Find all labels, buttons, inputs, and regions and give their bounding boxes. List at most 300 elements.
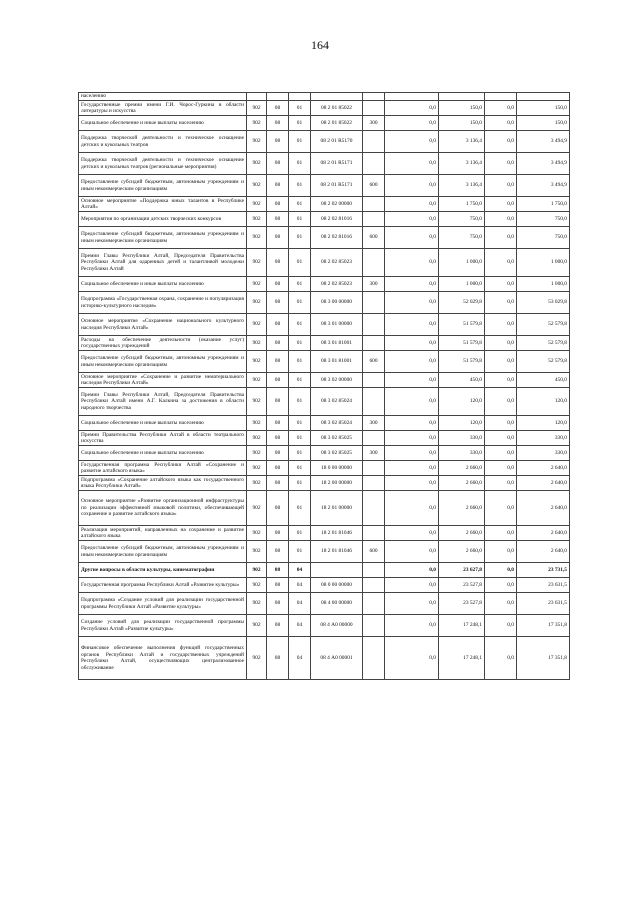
amount-col-2: 17 248,1 [439,615,485,637]
admin-code: 902 [247,541,267,563]
row-name: Подпрограмма «Государственная охрана, сохранение и популяризация историко-культурного наследия» [79,292,247,314]
subsection-code: 01 [289,314,311,336]
row-name: Другие вопросы в области культуры, кинематографии [79,563,247,578]
amount-col-4: 1 750,0 [517,197,570,212]
subsection-code: 01 [289,541,311,563]
amount-col-3: 0,0 [485,116,517,131]
amount-col-2: 2 660,0 [439,541,485,563]
amount-col-2: 51 579,8 [439,336,485,351]
subsection-code: 01 [289,476,311,491]
row-name: Социальное обеспечение и иные выплаты населению [79,446,247,461]
amount-col-3: 0,0 [485,388,517,416]
admin-code [247,93,267,101]
target-article-code: 08 2 02 81016 [311,227,363,249]
amount-col-1: 0,0 [385,593,439,615]
section-code: 08 [267,416,289,431]
section-code: 08 [267,249,289,277]
amount-col-2: 2 660,0 [439,526,485,541]
row-name: Подпрограмма «Сохранение алтайского языка как государственного языка Республики Алтай» [79,476,247,491]
admin-code: 902 [247,388,267,416]
amount-col-2: 120,0 [439,388,485,416]
amount-col-1: 0,0 [385,416,439,431]
row-name: Основное мероприятие «Сохранение и развитие нематериального наследия Республики Алтай» [79,373,247,388]
row-name: Социальное обеспечение и иные выплаты населению [79,416,247,431]
target-article-code: 08 3 02 85025 [311,431,363,446]
amount-col-4: 2 640,0 [517,491,570,526]
amount-col-3: 0,0 [485,175,517,197]
subsection-code: 01 [289,227,311,249]
amount-col-3: 0,0 [485,131,517,153]
admin-code: 902 [247,373,267,388]
amount-col-3: 0,0 [485,212,517,227]
subsection-code: 01 [289,351,311,373]
table-row [79,476,570,491]
expense-type-code [363,131,385,153]
amount-col-1: 0,0 [385,101,439,116]
table-row [79,491,570,526]
amount-col-3: 0,0 [485,227,517,249]
amount-col-3: 0,0 [485,292,517,314]
target-article-code: 18 2 01 81046 [311,526,363,541]
table-row [79,431,570,446]
amount-col-3: 0,0 [485,563,517,578]
amount-col-3: 0,0 [485,197,517,212]
target-article-code: 18 2 01 81046 [311,541,363,563]
section-code: 08 [267,491,289,526]
table-row [79,541,570,563]
table-row [79,277,570,292]
table-row [79,249,570,277]
expense-type-code: 600 [363,541,385,563]
admin-code: 902 [247,277,267,292]
amount-col-4: 150,0 [517,116,570,131]
amount-col-1: 0,0 [385,563,439,578]
target-article-code: 08 2 01 R5170 [311,131,363,153]
amount-col-4: 750,0 [517,212,570,227]
expense-type-code [363,249,385,277]
subsection-code: 01 [289,461,311,476]
amount-col-1: 0,0 [385,476,439,491]
amount-col-1: 0,0 [385,116,439,131]
target-article-code: 08 4 00 00000 [311,593,363,615]
amount-col-3 [485,93,517,101]
amount-col-1: 0,0 [385,175,439,197]
target-article-code: 08 2 02 00000 [311,197,363,212]
subsection-code: 01 [289,292,311,314]
row-name: Социальное обеспечение и иные выплаты населению [79,277,247,292]
expense-type-code [363,491,385,526]
amount-col-1: 0,0 [385,388,439,416]
section-code: 08 [267,563,289,578]
table-row [79,93,570,101]
amount-col-3: 0,0 [485,336,517,351]
table-row [79,336,570,351]
section-code: 08 [267,212,289,227]
admin-code: 902 [247,637,267,680]
section-code: 08 [267,153,289,175]
target-article-code: 08 4 А0 00000 [311,615,363,637]
expense-type-code [363,578,385,593]
section-code: 08 [267,476,289,491]
table-row [79,563,570,578]
section-code: 08 [267,615,289,637]
table-row [79,446,570,461]
amount-col-2: 1 000,0 [439,277,485,292]
amount-col-4: 17 351,8 [517,615,570,637]
subsection-code: 01 [289,197,311,212]
amount-col-2: 750,0 [439,212,485,227]
table-row [79,227,570,249]
admin-code: 902 [247,446,267,461]
amount-col-2: 120,0 [439,416,485,431]
table-row [79,593,570,615]
expense-type-code [363,593,385,615]
target-article-code: 08 3 01 81001 [311,351,363,373]
subsection-code: 01 [289,175,311,197]
table-row [79,131,570,153]
amount-col-1: 0,0 [385,153,439,175]
amount-col-3: 0,0 [485,431,517,446]
amount-col-4: 17 351,8 [517,637,570,680]
amount-col-1: 0,0 [385,431,439,446]
subsection-code: 01 [289,491,311,526]
expense-type-code: 300 [363,416,385,431]
amount-col-1: 0,0 [385,249,439,277]
amount-col-2: 330,0 [439,446,485,461]
admin-code: 902 [247,249,267,277]
admin-code: 902 [247,491,267,526]
amount-col-3: 0,0 [485,637,517,680]
admin-code: 902 [247,116,267,131]
expense-type-code: 600 [363,175,385,197]
amount-col-4: 53 029,8 [517,292,570,314]
amount-col-3: 0,0 [485,373,517,388]
target-article-code: 08 3 02 85024 [311,416,363,431]
target-article-code: 08 3 01 00000 [311,314,363,336]
subsection-code: 01 [289,416,311,431]
table-row [79,101,570,116]
amount-col-1: 0,0 [385,526,439,541]
row-name: Предоставление субсидий бюджетным, автономным учреждениям и иным некоммерческим организациям [79,351,247,373]
expense-type-code [363,336,385,351]
subsection-code: 01 [289,446,311,461]
table-row [79,292,570,314]
table-row [79,526,570,541]
amount-col-4: 52 579,8 [517,351,570,373]
amount-col-3: 0,0 [485,351,517,373]
row-name: Основное мероприятие «Сохранение национального культурного наследия Республики Алтай» [79,314,247,336]
amount-col-4: 3 494,9 [517,131,570,153]
admin-code: 902 [247,593,267,615]
section-code: 08 [267,101,289,116]
target-article-code: 08 4 А0 00001 [311,637,363,680]
amount-col-2: 1 000,0 [439,249,485,277]
row-name: Премии Главы Республики Алтай, Председателя Правительства Республики Алтай для одаренных детей и талантливой молодежи Республики Алтай [79,249,247,277]
row-name: Поддержка творческой деятельности и техническое оснащение детских и кукольных театров [79,131,247,153]
table-row [79,637,570,680]
amount-col-1: 0,0 [385,615,439,637]
amount-col-2: 23 627,8 [439,563,485,578]
target-article-code: 18 0 00 00000 [311,461,363,476]
target-article-code: 08 0 00 00000 [311,578,363,593]
section-code: 08 [267,131,289,153]
subsection-code: 01 [289,336,311,351]
amount-col-2: 2 660,0 [439,461,485,476]
amount-col-2: 2 660,0 [439,476,485,491]
section-code: 08 [267,314,289,336]
row-name: Предоставление субсидий бюджетным, автономным учреждениям и иным некоммерческим организациям [79,541,247,563]
section-code: 08 [267,578,289,593]
amount-col-1: 0,0 [385,637,439,680]
row-name: Социальное обеспечение и иные выплаты населению [79,116,247,131]
table-row [79,351,570,373]
amount-col-1: 0,0 [385,491,439,526]
amount-col-2: 2 660,0 [439,491,485,526]
target-article-code: 08 3 02 85025 [311,446,363,461]
subsection-code: 04 [289,563,311,578]
row-name: Расходы на обеспечение деятельности (оказание услуг) государственных учреждений [79,336,247,351]
subsection-code: 04 [289,637,311,680]
target-article-code: 08 2 02 85023 [311,277,363,292]
amount-col-4: 52 579,8 [517,314,570,336]
row-name: Финансовое обеспечение выполнения функций государственных органов Республики Алтай и государственных учреждений Республики Алтай, осуществляющих централизованное обслуживание [79,637,247,680]
budget-table-body [79,93,570,680]
target-article-code: 08 2 01 R5171 [311,153,363,175]
expense-type-code: 300 [363,277,385,292]
amount-col-3: 0,0 [485,416,517,431]
expense-type-code [363,461,385,476]
amount-col-4: 2 640,0 [517,476,570,491]
expense-type-code [363,476,385,491]
amount-col-4: 330,0 [517,431,570,446]
admin-code: 902 [247,563,267,578]
amount-col-1: 0,0 [385,197,439,212]
amount-col-2: 23 527,8 [439,593,485,615]
subsection-code: 04 [289,593,311,615]
amount-col-4: 120,0 [517,388,570,416]
section-code: 08 [267,593,289,615]
section-code: 08 [267,388,289,416]
target-article-code: 08 2 01 R5171 [311,175,363,197]
amount-col-1 [385,93,439,101]
section-code: 08 [267,175,289,197]
amount-col-2: 750,0 [439,227,485,249]
admin-code: 902 [247,101,267,116]
amount-col-1: 0,0 [385,336,439,351]
expense-type-code [363,563,385,578]
section-code: 08 [267,351,289,373]
subsection-code: 01 [289,101,311,116]
subsection-code: 01 [289,526,311,541]
target-article-code [311,563,363,578]
amount-col-3: 0,0 [485,615,517,637]
row-name: Государственные премии имени Г.И. Чорос-Гуркина в области литературы и искусства [79,101,247,116]
table-row [79,116,570,131]
amount-col-3: 0,0 [485,101,517,116]
expense-type-code: 600 [363,351,385,373]
subsection-code: 01 [289,116,311,131]
amount-col-4: 120,0 [517,416,570,431]
amount-col-1: 0,0 [385,131,439,153]
table-row [79,578,570,593]
amount-col-3: 0,0 [485,541,517,563]
budget-table [78,92,570,680]
amount-col-1: 0,0 [385,212,439,227]
amount-col-4: 2 640,0 [517,541,570,563]
amount-col-4: 3 494,9 [517,175,570,197]
target-article-code: 08 2 01 85022 [311,101,363,116]
amount-col-4: 150,0 [517,101,570,116]
amount-col-4: 330,0 [517,446,570,461]
amount-col-1: 0,0 [385,373,439,388]
row-name: Поддержка творческой деятельности и техническое оснащение детских и кукольных театров (региональные мероприятия) [79,153,247,175]
amount-col-4 [517,93,570,101]
amount-col-4: 450,0 [517,373,570,388]
table-row [79,416,570,431]
amount-col-4: 52 579,8 [517,336,570,351]
target-article-code: 08 2 02 85023 [311,249,363,277]
amount-col-3: 0,0 [485,578,517,593]
admin-code: 902 [247,292,267,314]
expense-type-code [363,93,385,101]
section-code: 08 [267,197,289,212]
expense-type-code [363,431,385,446]
amount-col-3: 0,0 [485,249,517,277]
row-name: Государственная программа Республики Алтай «Развитие культуры» [79,578,247,593]
row-name: Государственная программа Республики Алтай «Сохранение и развитие алтайского языка» [79,461,247,476]
row-name: Основное мероприятие «Поддержка юных талантов в Республике Алтай» [79,197,247,212]
target-article-code: 18 2 00 00000 [311,476,363,491]
amount-col-3: 0,0 [485,491,517,526]
amount-col-4: 23 731,5 [517,563,570,578]
amount-col-2: 51 579,8 [439,314,485,336]
amount-col-2: 3 136,4 [439,153,485,175]
amount-col-1: 0,0 [385,292,439,314]
subsection-code: 01 [289,212,311,227]
section-code: 08 [267,227,289,249]
target-article-code: 08 2 02 81016 [311,212,363,227]
row-name: Создание условий для реализации государственной программы Республики Алтай «Развитие культуры» [79,615,247,637]
expense-type-code: 300 [363,446,385,461]
amount-col-2: 450,0 [439,373,485,388]
expense-type-code: 600 [363,227,385,249]
section-code: 08 [267,446,289,461]
row-name: Основное мероприятие «Развитие организационной инфраструктуры по реализации эффективной языковой политики, обеспечивающей сохранение и развитие алтайского языка» [79,491,247,526]
subsection-code: 01 [289,131,311,153]
amount-col-2 [439,93,485,101]
admin-code: 902 [247,526,267,541]
table-row [79,461,570,476]
expense-type-code [363,526,385,541]
amount-col-1: 0,0 [385,578,439,593]
table-row [79,615,570,637]
amount-col-2: 1 750,0 [439,197,485,212]
amount-col-3: 0,0 [485,277,517,292]
target-article-code: 08 2 01 85022 [311,116,363,131]
amount-col-1: 0,0 [385,314,439,336]
expense-type-code [363,388,385,416]
amount-col-1: 0,0 [385,461,439,476]
admin-code: 902 [247,153,267,175]
table-row [79,197,570,212]
row-name: Подпрограмма «Создание условий для реализации государственной программы Республики Алтай «Развитие культуры» [79,593,247,615]
row-name: Реализация мероприятий, направленных на сохранение и развитие алтайского языка [79,526,247,541]
table-row [79,153,570,175]
row-name: Предоставление субсидий бюджетным, автономным учреждениям и иным некоммерческим организациям [79,227,247,249]
admin-code: 902 [247,416,267,431]
section-code: 08 [267,526,289,541]
subsection-code: 01 [289,388,311,416]
row-name: Предоставление субсидий бюджетным, автономным учреждениям и иным некоммерческим организациям [79,175,247,197]
amount-col-3: 0,0 [485,461,517,476]
amount-col-3: 0,0 [485,314,517,336]
amount-col-2: 150,0 [439,101,485,116]
amount-col-2: 52 029,8 [439,292,485,314]
section-code: 08 [267,461,289,476]
amount-col-3: 0,0 [485,526,517,541]
section-code: 08 [267,541,289,563]
admin-code: 902 [247,615,267,637]
expense-type-code [363,292,385,314]
subsection-code [289,93,311,101]
amount-col-1: 0,0 [385,351,439,373]
admin-code: 902 [247,212,267,227]
amount-col-4: 1 000,0 [517,249,570,277]
admin-code: 902 [247,197,267,212]
admin-code: 902 [247,351,267,373]
expense-type-code [363,637,385,680]
target-article-code: 08 3 02 85024 [311,388,363,416]
amount-col-2: 3 136,4 [439,175,485,197]
amount-col-1: 0,0 [385,541,439,563]
amount-col-2: 51 579,8 [439,351,485,373]
row-name: Премии Главы Республики Алтай, Председателя Правительства Республики Алтай имени А.Г. Калкина за достижения в области народного творчества [79,388,247,416]
row-name: населению [79,93,247,101]
amount-col-4: 750,0 [517,227,570,249]
section-code: 08 [267,336,289,351]
page-number: 164 [311,38,329,52]
section-code: 08 [267,637,289,680]
target-article-code: 18 2 01 00000 [311,491,363,526]
section-code: 08 [267,292,289,314]
subsection-code: 01 [289,277,311,292]
amount-col-3: 0,0 [485,476,517,491]
target-article-code: 08 3 01 81001 [311,336,363,351]
admin-code: 902 [247,461,267,476]
amount-col-1: 0,0 [385,227,439,249]
target-article-code [311,93,363,101]
expense-type-code [363,615,385,637]
amount-col-1: 0,0 [385,446,439,461]
expense-type-code [363,314,385,336]
admin-code: 902 [247,131,267,153]
amount-col-3: 0,0 [485,446,517,461]
amount-col-4: 1 000,0 [517,277,570,292]
amount-col-4: 23 631,5 [517,578,570,593]
subsection-code: 04 [289,578,311,593]
expense-type-code [363,212,385,227]
target-article-code: 08 3 02 00000 [311,373,363,388]
section-code [267,93,289,101]
expense-type-code [363,197,385,212]
admin-code: 902 [247,476,267,491]
amount-col-3: 0,0 [485,593,517,615]
section-code: 08 [267,373,289,388]
subsection-code: 01 [289,373,311,388]
amount-col-4: 2 640,0 [517,526,570,541]
admin-code: 902 [247,578,267,593]
admin-code: 902 [247,336,267,351]
